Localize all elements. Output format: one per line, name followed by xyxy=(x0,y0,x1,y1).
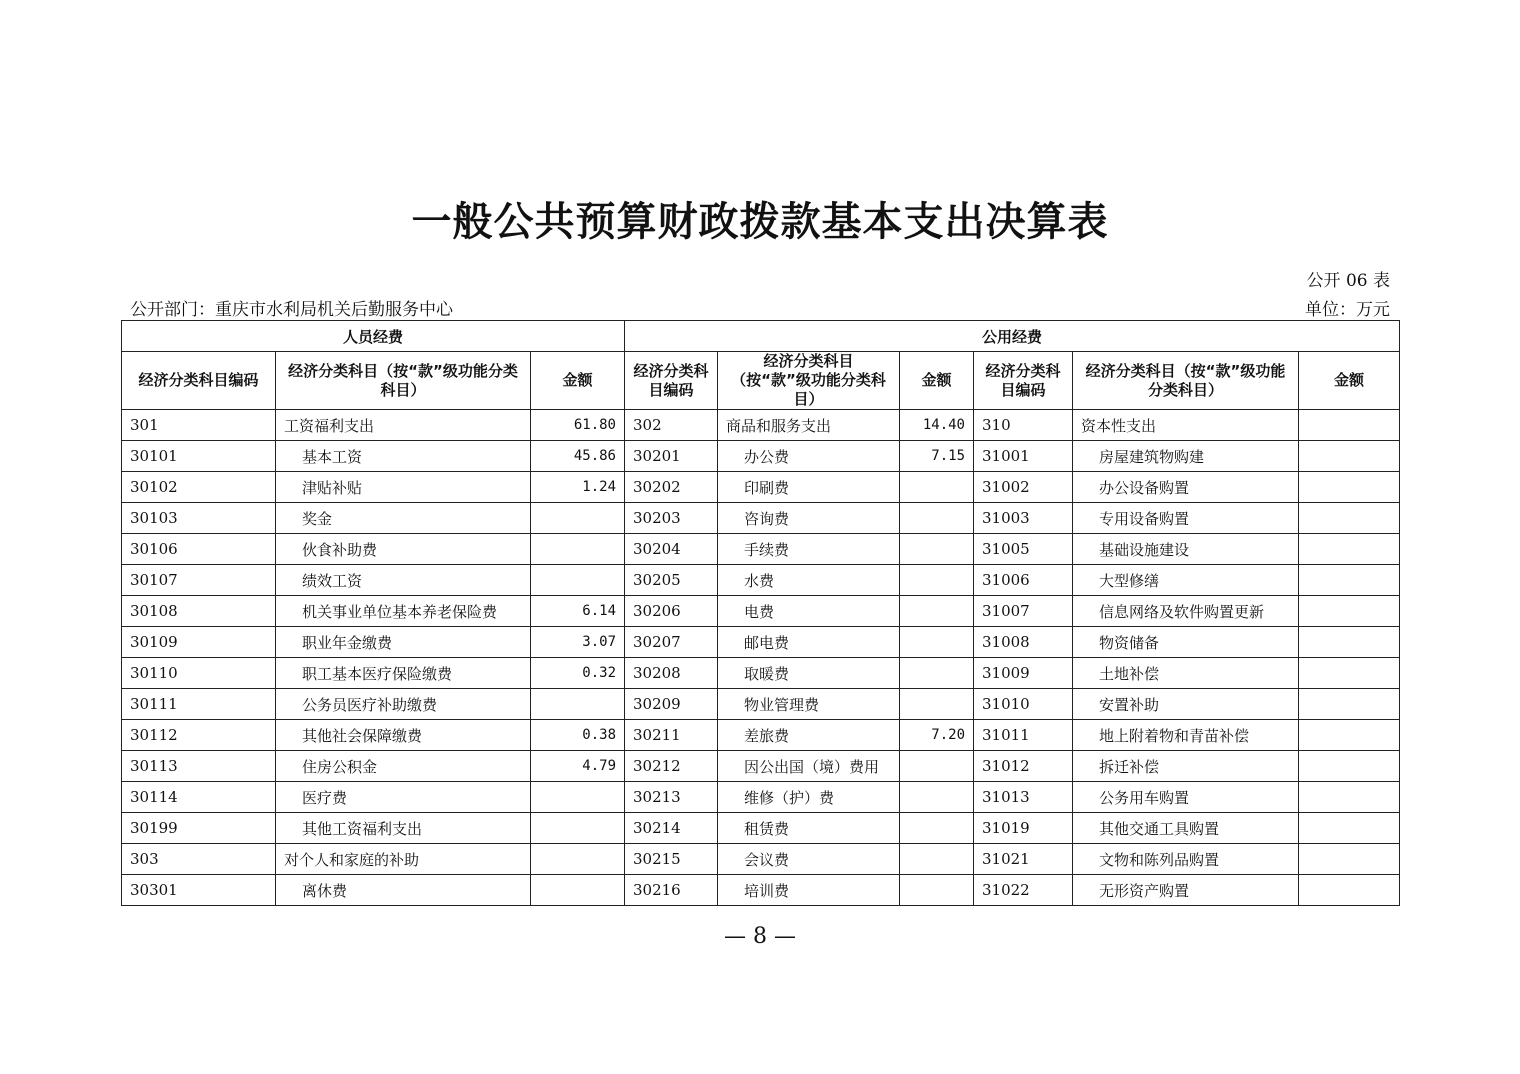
personnel-amount-cell xyxy=(531,534,625,565)
capital-amount-cell xyxy=(1299,658,1400,689)
personnel-code-cell: 301 xyxy=(122,410,276,441)
group-public-header: 公用经费 xyxy=(625,321,1400,352)
personnel-code-cell: 30106 xyxy=(122,534,276,565)
col-header-personnel-code: 经济分类科目编码 xyxy=(122,352,276,410)
col-header-capital-amount: 金额 xyxy=(1299,352,1400,410)
goods-name-cell: 水费 xyxy=(718,565,900,596)
goods-amount-cell xyxy=(900,844,974,875)
page-number: — 8 — xyxy=(724,924,796,949)
table-row xyxy=(122,410,1400,441)
goods-amount-cell xyxy=(900,627,974,658)
personnel-amount-cell: 6.14 xyxy=(531,596,625,627)
goods-name-cell: 手续费 xyxy=(718,534,900,565)
personnel-name-cell: 其他工资福利支出 xyxy=(276,813,531,844)
capital-amount-cell xyxy=(1299,844,1400,875)
capital-code-cell: 31005 xyxy=(974,534,1073,565)
capital-amount-cell xyxy=(1299,441,1400,472)
capital-name-cell: 拆迁补偿 xyxy=(1073,751,1299,782)
capital-name-cell: 专用设备购置 xyxy=(1073,503,1299,534)
page-title: 一般公共预算财政拨款基本支出决算表 xyxy=(411,198,1109,245)
goods-name-cell: 租赁费 xyxy=(718,813,900,844)
col-header-goods-amount: 金额 xyxy=(900,352,974,410)
personnel-name-cell: 公务员医疗补助缴费 xyxy=(276,689,531,720)
personnel-name-cell: 绩效工资 xyxy=(276,565,531,596)
personnel-amount-cell: 0.38 xyxy=(531,720,625,751)
capital-amount-cell xyxy=(1299,410,1400,441)
col-header-personnel-amount: 金额 xyxy=(531,352,625,410)
personnel-code-cell: 30199 xyxy=(122,813,276,844)
capital-amount-cell xyxy=(1299,782,1400,813)
table-row xyxy=(122,813,1400,844)
personnel-code-cell: 30101 xyxy=(122,441,276,472)
goods-code-cell: 30216 xyxy=(625,875,718,906)
capital-code-cell: 31012 xyxy=(974,751,1073,782)
goods-amount-cell xyxy=(900,782,974,813)
capital-name-cell: 无形资产购置 xyxy=(1073,875,1299,906)
table-row xyxy=(122,503,1400,534)
goods-amount-cell xyxy=(900,751,974,782)
capital-amount-cell xyxy=(1299,627,1400,658)
goods-amount-cell xyxy=(900,565,974,596)
goods-code-cell: 30207 xyxy=(625,627,718,658)
goods-code-cell: 30205 xyxy=(625,565,718,596)
capital-name-cell: 其他交通工具购置 xyxy=(1073,813,1299,844)
table-row xyxy=(122,472,1400,503)
personnel-amount-cell: 4.79 xyxy=(531,751,625,782)
department-value: 重庆市水利局机关后勤服务中心 xyxy=(215,300,453,320)
goods-amount-cell: 14.40 xyxy=(900,410,974,441)
goods-name-cell: 取暖费 xyxy=(718,658,900,689)
personnel-amount-cell xyxy=(531,844,625,875)
goods-code-cell: 30202 xyxy=(625,472,718,503)
capital-code-cell: 31002 xyxy=(974,472,1073,503)
capital-code-cell: 31010 xyxy=(974,689,1073,720)
personnel-name-cell: 对个人和家庭的补助 xyxy=(276,844,531,875)
table-row xyxy=(122,596,1400,627)
personnel-amount-cell xyxy=(531,689,625,720)
personnel-code-cell: 30111 xyxy=(122,689,276,720)
goods-code-cell: 30206 xyxy=(625,596,718,627)
personnel-name-cell: 医疗费 xyxy=(276,782,531,813)
personnel-name-cell: 住房公积金 xyxy=(276,751,531,782)
goods-code-cell: 302 xyxy=(625,410,718,441)
goods-name-cell: 培训费 xyxy=(718,875,900,906)
capital-name-cell: 办公设备购置 xyxy=(1073,472,1299,503)
goods-name-cell: 维修（护）费 xyxy=(718,782,900,813)
personnel-code-cell: 30110 xyxy=(122,658,276,689)
table-row xyxy=(122,565,1400,596)
personnel-code-cell: 30107 xyxy=(122,565,276,596)
personnel-name-cell: 职工基本医疗保险缴费 xyxy=(276,658,531,689)
capital-amount-cell xyxy=(1299,565,1400,596)
capital-name-cell: 地上附着物和青苗补偿 xyxy=(1073,720,1299,751)
personnel-amount-cell: 45.86 xyxy=(531,441,625,472)
capital-name-cell: 公务用车购置 xyxy=(1073,782,1299,813)
capital-amount-cell xyxy=(1299,596,1400,627)
department-label: 公开部门： xyxy=(130,300,215,320)
capital-name-cell: 土地补偿 xyxy=(1073,658,1299,689)
table-row xyxy=(122,875,1400,906)
capital-name-cell: 物资储备 xyxy=(1073,627,1299,658)
goods-code-cell: 30203 xyxy=(625,503,718,534)
column-header-row xyxy=(122,352,1400,410)
personnel-amount-cell xyxy=(531,503,625,534)
capital-code-cell: 31001 xyxy=(974,441,1073,472)
goods-code-cell: 30209 xyxy=(625,689,718,720)
goods-code-cell: 30214 xyxy=(625,813,718,844)
capital-amount-cell xyxy=(1299,813,1400,844)
capital-name-cell: 房屋建筑物购建 xyxy=(1073,441,1299,472)
personnel-code-cell: 30301 xyxy=(122,875,276,906)
personnel-code-cell: 30102 xyxy=(122,472,276,503)
table-row xyxy=(122,782,1400,813)
capital-name-cell: 基础设施建设 xyxy=(1073,534,1299,565)
col-header-capital-code: 经济分类科目编码 xyxy=(974,352,1073,410)
table-body xyxy=(122,410,1400,906)
goods-code-cell: 30201 xyxy=(625,441,718,472)
goods-code-cell: 30215 xyxy=(625,844,718,875)
personnel-amount-cell xyxy=(531,565,625,596)
goods-code-cell: 30211 xyxy=(625,720,718,751)
goods-amount-cell xyxy=(900,596,974,627)
col-header-capital-name: 经济分类科目（按“款”级功能分类科目） xyxy=(1073,352,1299,410)
table-row xyxy=(122,627,1400,658)
personnel-amount-cell xyxy=(531,875,625,906)
goods-code-cell: 30213 xyxy=(625,782,718,813)
personnel-code-cell: 303 xyxy=(122,844,276,875)
capital-name-cell: 安置补助 xyxy=(1073,689,1299,720)
capital-code-cell: 31007 xyxy=(974,596,1073,627)
goods-name-cell: 会议费 xyxy=(718,844,900,875)
unit-label: 单位：万元 xyxy=(1305,300,1390,320)
goods-amount-cell xyxy=(900,534,974,565)
capital-code-cell: 31009 xyxy=(974,658,1073,689)
table-code: 公开 06 表 xyxy=(1306,271,1390,291)
capital-code-cell: 31021 xyxy=(974,844,1073,875)
personnel-amount-cell: 61.80 xyxy=(531,410,625,441)
table-row xyxy=(122,441,1400,472)
capital-code-cell: 31006 xyxy=(974,565,1073,596)
budget-table xyxy=(121,320,1400,906)
capital-code-cell: 31008 xyxy=(974,627,1073,658)
personnel-amount-cell xyxy=(531,813,625,844)
goods-name-cell: 邮电费 xyxy=(718,627,900,658)
col-header-goods-code: 经济分类科目编码 xyxy=(625,352,718,410)
goods-amount-cell xyxy=(900,503,974,534)
capital-amount-cell xyxy=(1299,751,1400,782)
capital-amount-cell xyxy=(1299,472,1400,503)
capital-name-cell: 资本性支出 xyxy=(1073,410,1299,441)
goods-name-cell: 差旅费 xyxy=(718,720,900,751)
capital-code-cell: 310 xyxy=(974,410,1073,441)
group-header-row xyxy=(122,321,1400,352)
personnel-name-cell: 奖金 xyxy=(276,503,531,534)
personnel-name-cell: 基本工资 xyxy=(276,441,531,472)
capital-amount-cell xyxy=(1299,875,1400,906)
goods-name-cell: 办公费 xyxy=(718,441,900,472)
goods-name-cell: 因公出国（境）费用 xyxy=(718,751,900,782)
capital-code-cell: 31022 xyxy=(974,875,1073,906)
table-row xyxy=(122,689,1400,720)
capital-name-cell: 大型修缮 xyxy=(1073,565,1299,596)
goods-code-cell: 30204 xyxy=(625,534,718,565)
capital-amount-cell xyxy=(1299,720,1400,751)
goods-amount-cell xyxy=(900,689,974,720)
personnel-code-cell: 30112 xyxy=(122,720,276,751)
personnel-name-cell: 工资福利支出 xyxy=(276,410,531,441)
personnel-name-cell: 伙食补助费 xyxy=(276,534,531,565)
goods-amount-cell: 7.20 xyxy=(900,720,974,751)
personnel-amount-cell: 1.24 xyxy=(531,472,625,503)
capital-code-cell: 31003 xyxy=(974,503,1073,534)
col-header-personnel-name: 经济分类科目（按“款”级功能分类科目） xyxy=(276,352,531,410)
goods-amount-cell xyxy=(900,472,974,503)
capital-code-cell: 31019 xyxy=(974,813,1073,844)
col-header-goods-name: 经济分类科目（按“款”级功能分类科目） xyxy=(718,352,900,410)
table-row xyxy=(122,720,1400,751)
group-personnel-header: 人员经费 xyxy=(122,321,625,352)
table-row xyxy=(122,534,1400,565)
personnel-amount-cell: 0.32 xyxy=(531,658,625,689)
goods-name-cell: 商品和服务支出 xyxy=(718,410,900,441)
personnel-name-cell: 其他社会保障缴费 xyxy=(276,720,531,751)
personnel-name-cell: 津贴补贴 xyxy=(276,472,531,503)
capital-amount-cell xyxy=(1299,503,1400,534)
personnel-name-cell: 机关事业单位基本养老保险费 xyxy=(276,596,531,627)
goods-name-cell: 电费 xyxy=(718,596,900,627)
personnel-code-cell: 30114 xyxy=(122,782,276,813)
capital-name-cell: 文物和陈列品购置 xyxy=(1073,844,1299,875)
goods-name-cell: 印刷费 xyxy=(718,472,900,503)
capital-amount-cell xyxy=(1299,689,1400,720)
personnel-name-cell: 离休费 xyxy=(276,875,531,906)
goods-amount-cell xyxy=(900,813,974,844)
goods-amount-cell: 7.15 xyxy=(900,441,974,472)
goods-amount-cell xyxy=(900,658,974,689)
goods-amount-cell xyxy=(900,875,974,906)
capital-code-cell: 31011 xyxy=(974,720,1073,751)
capital-code-cell: 31013 xyxy=(974,782,1073,813)
goods-code-cell: 30212 xyxy=(625,751,718,782)
table-row xyxy=(122,844,1400,875)
goods-code-cell: 30208 xyxy=(625,658,718,689)
personnel-name-cell: 职业年金缴费 xyxy=(276,627,531,658)
personnel-code-cell: 30103 xyxy=(122,503,276,534)
table-row xyxy=(122,658,1400,689)
personnel-code-cell: 30113 xyxy=(122,751,276,782)
personnel-amount-cell xyxy=(531,782,625,813)
personnel-code-cell: 30108 xyxy=(122,596,276,627)
department-line xyxy=(130,295,453,320)
capital-name-cell: 信息网络及软件购置更新 xyxy=(1073,596,1299,627)
goods-name-cell: 物业管理费 xyxy=(718,689,900,720)
capital-amount-cell xyxy=(1299,534,1400,565)
table-row xyxy=(122,751,1400,782)
personnel-code-cell: 30109 xyxy=(122,627,276,658)
personnel-amount-cell: 3.07 xyxy=(531,627,625,658)
goods-name-cell: 咨询费 xyxy=(718,503,900,534)
